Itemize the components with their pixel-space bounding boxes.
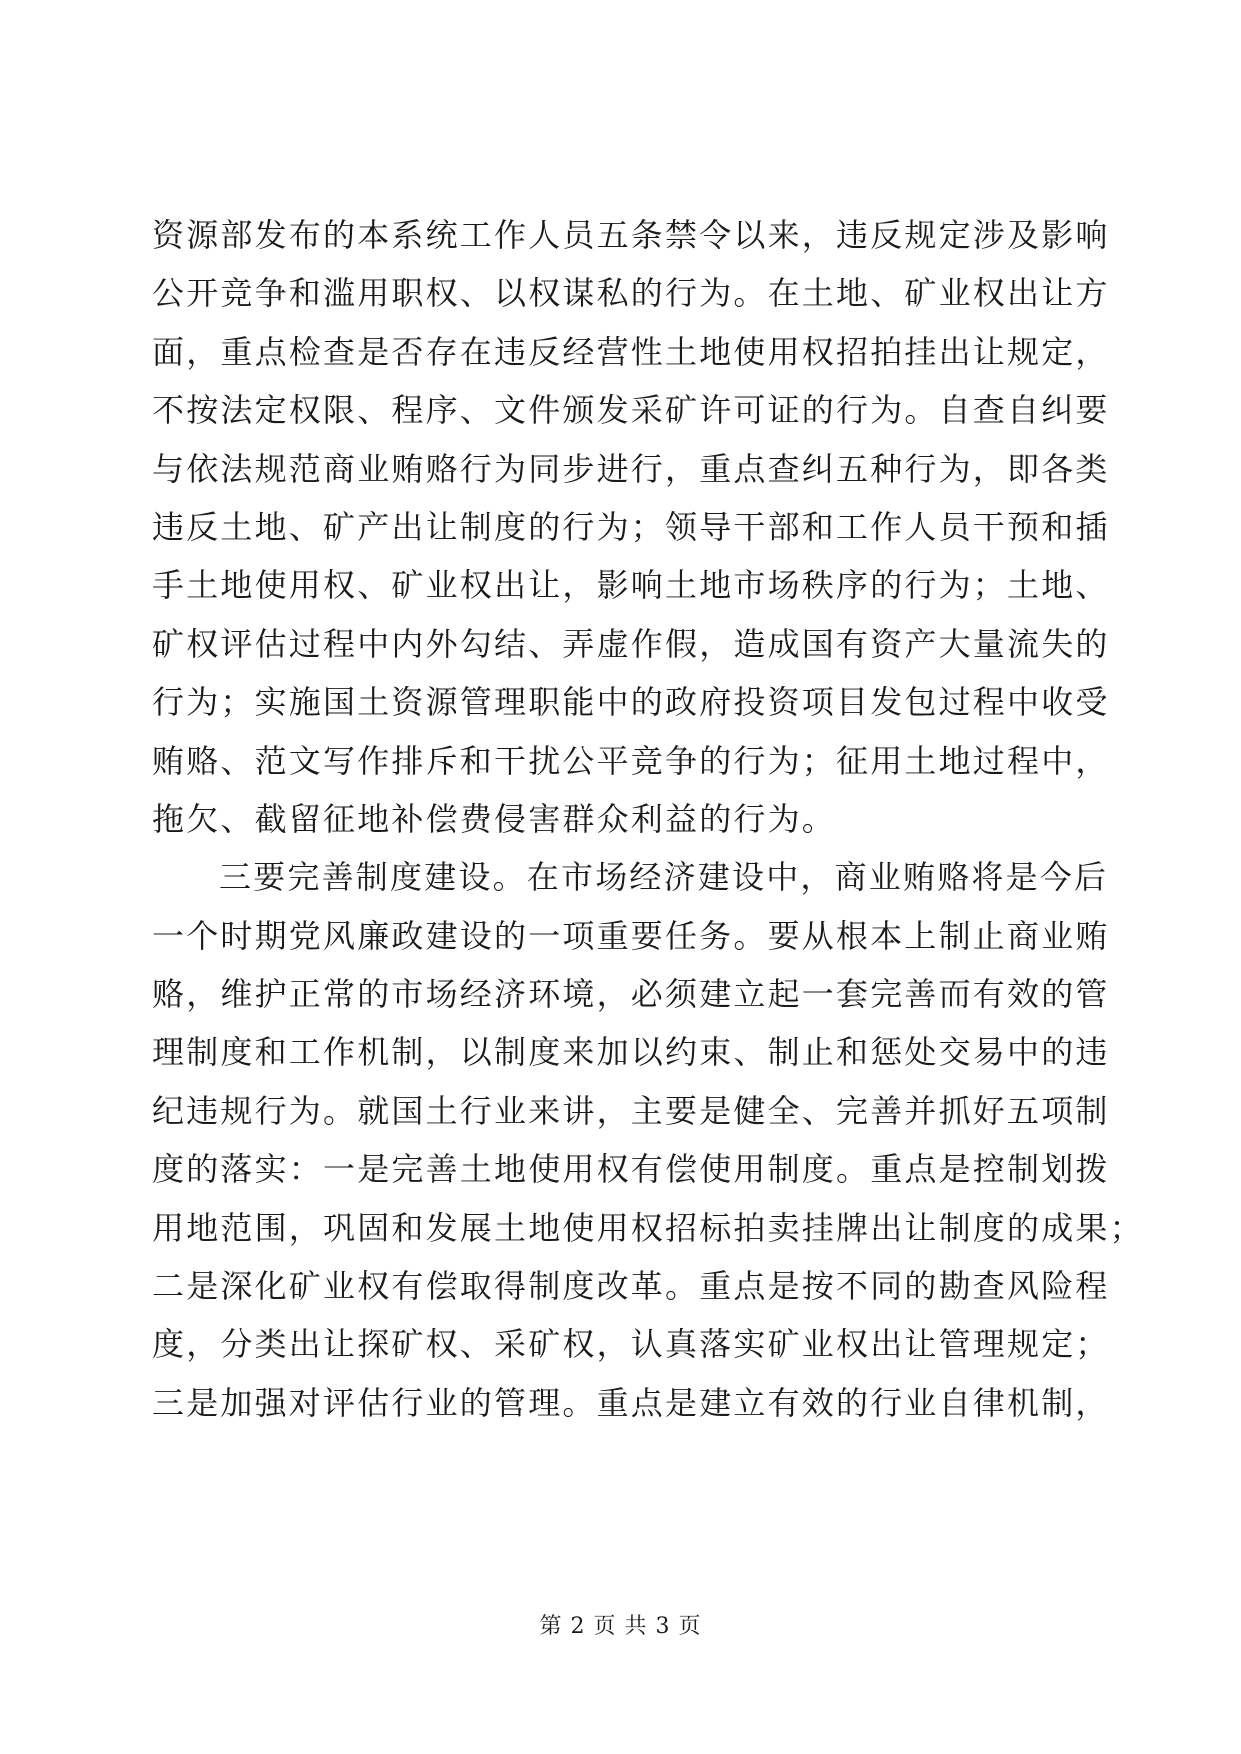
text-line: 用地范围，巩固和发展土地使用权招标拍卖挂牌出让制度的成果； [152,1208,1144,1247]
text-line: 一个时期党风廉政建设的一项重要任务。要从根本上制止商业贿 [152,916,1110,955]
text-line: 与依法规范商业贿赂行为同步进行，重点查纠五种行为，即各类 [152,449,1110,488]
text-line: 赂，维护正常的市场经济环境，必须建立起一套完善而有效的管 [152,975,1110,1014]
text-line: 拖欠、截留征地补偿费侵害群众利益的行为。 [152,799,837,838]
body-text [152,206,1144,1432]
text-line: 矿权评估过程中内外勾结、弄虚作假，造成国有资产大量流失的 [152,624,1110,663]
text-line: 违反土地、矿产出让制度的行为；领导干部和工作人员干预和插 [152,507,1110,546]
text-line: 资源部发布的本系统工作人员五条禁令以来，违反规定涉及影响 [152,216,1110,254]
text-line: 行为；实施国土资源管理职能中的政府投资项目发包过程中收受 [152,683,1110,722]
text-line: 理制度和工作机制，以制度来加以约束、制止和惩处交易中的违 [152,1033,1110,1072]
text-line: 不按法定权限、程序、文件颁发采矿许可证的行为。自查自纠要 [152,391,1110,430]
text-line: 度，分类出让探矿权、采矿权，认真落实矿业权出让管理规定； [152,1325,1110,1364]
text-line: 公开竞争和滥用职权、以权谋私的行为。在土地、矿业权出让方 [152,274,1110,313]
text-line: 三是加强对评估行业的管理。重点是建立有效的行业自律机制， [152,1383,1110,1422]
text-line: 贿赂、范文写作排斥和干扰公平竞争的行为；征用土地过程中， [152,741,1110,780]
text-line: 度的落实：一是完善土地使用权有偿使用制度。重点是控制划拨 [152,1150,1110,1189]
text-line: 二是深化矿业权有偿取得制度改革。重点是按不同的勘查风险程 [152,1267,1110,1306]
paragraph-start-line: 三要完善制度建设。在市场经济建设中，商业贿赂将是今后 [219,858,1109,897]
text-line: 面，重点检查是否存在违反经营性土地使用权招拍挂出让规定， [152,332,1110,371]
text-line: 纪违规行为。就国土行业来讲，主要是健全、完善并抓好五项制 [152,1091,1110,1130]
text-line: 手土地使用权、矿业权出让，影响土地市场秩序的行为；土地、 [152,566,1110,605]
page-footer: 第 2 页 共 3 页 [539,1614,702,1639]
